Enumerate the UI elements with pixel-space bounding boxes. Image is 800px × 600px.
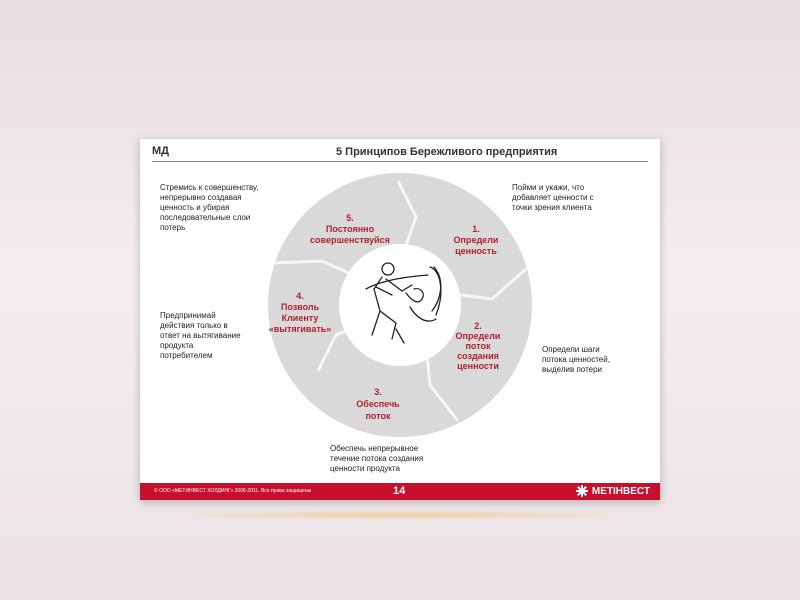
description-5-line: Стремись к совершенству, (160, 183, 259, 192)
footer-copyright: © ООО «МЕТИНВЕСТ ХОЛДИНГ» 2006-2011. Все права защищены (154, 488, 312, 494)
description-1-line: точки зрения клиента (512, 203, 592, 212)
segment-2-label-line-3: поток (465, 341, 491, 351)
description-3-line: Обеспечь непрерывное (330, 444, 419, 453)
slide-code: МД (152, 145, 169, 157)
description-5 (160, 183, 258, 233)
description-2-line: Определи шаги (542, 345, 600, 354)
page-number: 14 (393, 485, 406, 497)
description-1-line: добавляет ценности с (512, 193, 594, 202)
segment-4-label-line-2: Позволь (280, 302, 320, 312)
description-5-line: последовательные слои (160, 213, 251, 222)
segment-5-label-line-3: совершенствуйся (310, 235, 390, 245)
description-4-line: Предпринимай (160, 311, 216, 320)
segment-2-label-line-2: Определи (455, 331, 501, 341)
segment-4-label-line-4: «вытягивать» (268, 324, 332, 334)
segment-4-label-line-3: Клиенту (281, 313, 319, 323)
description-3-line: течение потока создания (330, 454, 424, 463)
metinvest-mark-icon (576, 485, 588, 497)
description-4-line: потребителем (160, 351, 213, 360)
slide-footer (140, 483, 660, 500)
description-2-line: выделив потери (542, 365, 603, 374)
segment-5-label-line-2: Постоянно (325, 224, 375, 234)
description-2-line: потока ценностей, (542, 355, 610, 364)
description-4 (160, 311, 241, 361)
segment-1-label-line-2: Определи (453, 235, 499, 245)
segment-3-label-line-2: Обеспечь (356, 399, 400, 409)
brand-name: МЕТІНВЕСТ (591, 485, 650, 497)
segment-5-label-line-1: 5. (346, 213, 354, 223)
segment-2-label-line-4: создания (457, 351, 499, 361)
description-4-line: действия только в (160, 321, 228, 330)
description-4-line: ответ на вытягивание (160, 331, 241, 340)
slide-title: 5 Принципов Бережливого предприятия (336, 146, 558, 158)
description-4-line: продукта (160, 341, 194, 350)
segment-1-label-line-3: ценность (455, 246, 497, 256)
metinvest-logo (576, 485, 650, 497)
segment-3-label-line-1: 3. (374, 387, 382, 397)
slide (140, 139, 660, 500)
description-1-line: Пойми и укажи, что (512, 183, 585, 192)
segment-3-label-line-3: поток (365, 411, 391, 421)
description-3 (330, 444, 423, 474)
segment-2-label-line-5: ценности (457, 361, 499, 371)
description-2 (542, 345, 610, 375)
segment-1-label-line-1: 1. (472, 224, 480, 234)
description-5-line: потерь (160, 223, 186, 232)
segment-2-label-line-1: 2. (474, 321, 482, 331)
slide-reflection (150, 510, 650, 520)
center-circle (339, 244, 461, 366)
description-5-line: ценность и убирая (160, 203, 230, 212)
description-1 (512, 183, 594, 213)
segment-4-label-line-1: 4. (296, 291, 304, 301)
description-5-line: непрерывно создавая (160, 193, 242, 202)
description-3-line: ценности продукта (330, 464, 400, 473)
